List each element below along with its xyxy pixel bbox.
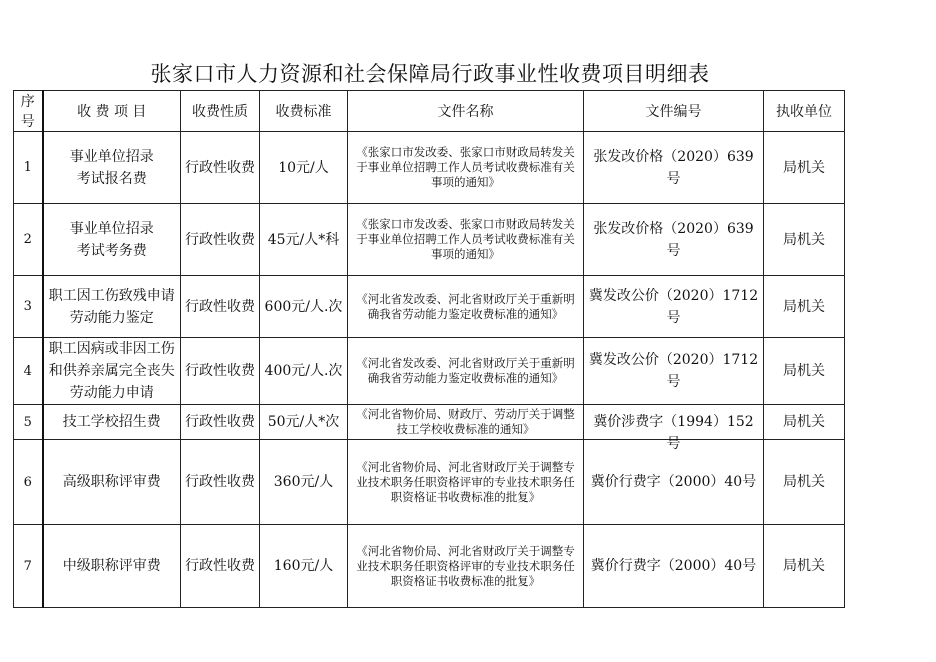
- row-item-text: 职工因病或非因工伤和供养亲属完全丧失劳动能力申请: [48, 341, 175, 401]
- row-item-text: 事业单位招录考试报名费: [69, 148, 154, 187]
- header-doc-no: 文件编号: [584, 91, 764, 132]
- row-item: 技工学校招生费: [43, 405, 181, 440]
- row-seq: 4: [14, 338, 43, 405]
- table-row: [14, 276, 845, 338]
- row-doc-name: 《河北省物价局、财政厅、劳动厅关于调整技工学校收费标准的通知》: [348, 405, 584, 440]
- header-row: [14, 91, 845, 132]
- table-row: [14, 525, 845, 608]
- table-row: [14, 440, 845, 525]
- row-doc-no: 张发改价格（2020）639号: [584, 204, 764, 276]
- row-item: 职工因工伤致残申请劳动能力鉴定: [43, 276, 181, 338]
- row-standard: 45元/人*科: [260, 204, 348, 276]
- table-row: [14, 338, 845, 405]
- row-item: [43, 338, 181, 405]
- fee-items-table: [13, 90, 845, 608]
- row-nature: [181, 405, 260, 440]
- row-doc-no: [584, 405, 764, 452]
- row-unit: 局机关: [764, 338, 845, 405]
- row-doc-no-text: 冀价涉费字（1994）152号: [593, 414, 754, 452]
- row-doc-no: 冀发改公价（2020）1712号: [584, 276, 764, 338]
- table-row: [14, 132, 845, 204]
- row-doc-no: 冀发改公价（2020）1712号: [584, 338, 764, 405]
- row-doc-no: 冀价行费字（2000）40号: [584, 525, 764, 608]
- row-nature: 行政性收费: [181, 132, 260, 204]
- header-unit: 执收单位: [764, 91, 845, 132]
- row-doc-name: 《张家口市发改委、张家口市财政局转发关于事业单位招聘工作人员考试收费标准有关事项的通知》: [348, 204, 584, 276]
- row-item: [43, 132, 181, 204]
- row-seq: 1: [14, 132, 43, 204]
- row-standard: 160元/人: [260, 525, 348, 608]
- row-unit: 局机关: [764, 405, 845, 440]
- row-nature: 行政性收费: [181, 440, 260, 525]
- row-doc-name: 《河北省物价局、河北省财政厅关于调整专业技术职务任职资格评审的专业技术职务任职资格证书收费标准的批复》: [348, 525, 584, 608]
- row-item: [43, 204, 181, 276]
- header-doc-name: 文件名称: [348, 91, 584, 132]
- row-unit: 局机关: [764, 440, 845, 525]
- row-standard: 400元/人.次: [260, 338, 348, 405]
- row-doc-name: 《河北省发改委、河北省财政厅关于重新明确我省劳动能力鉴定收费标准的通知》: [348, 338, 584, 405]
- row-unit: 局机关: [764, 276, 845, 338]
- row-standard: 50元/人*次: [260, 405, 348, 440]
- table-row: [14, 405, 845, 440]
- row-seq: 7: [14, 525, 43, 608]
- row-doc-name: 《河北省发改委、河北省财政厅关于重新明确我省劳动能力鉴定收费标准的通知》: [348, 276, 584, 338]
- row-nature: 行政性收费: [181, 338, 260, 405]
- row-nature: 行政性收费: [181, 276, 260, 338]
- row-standard: 10元/人: [260, 132, 348, 204]
- row-standard: 600元/人.次: [260, 276, 348, 338]
- row-doc-no: 张发改价格（2020）639号: [584, 132, 764, 204]
- row-unit: 局机关: [764, 132, 845, 204]
- row-doc-name: 《河北省物价局、河北省财政厅关于调整专业技术职务任职资格评审的专业技术职务任职资格证书收费标准的批复》: [348, 440, 584, 525]
- row-unit: 局机关: [764, 525, 845, 608]
- row-doc-no: 冀价行费字（2000）40号: [584, 440, 764, 525]
- row-item: 中级职称评审费: [43, 525, 181, 608]
- page-title: 张家口市人力资源和社会保障局行政事业性收费项目明细表: [150, 62, 710, 86]
- row-seq: 2: [14, 204, 43, 276]
- row-seq: 3: [14, 276, 43, 338]
- table-row: [14, 204, 845, 276]
- row-seq: 6: [14, 440, 43, 525]
- row-seq: 5: [14, 405, 43, 440]
- header-item: 收 费 项 目: [43, 91, 181, 132]
- row-nature: 行政性收费: [181, 525, 260, 608]
- header-seq: 序号: [14, 91, 43, 132]
- row-standard: 360元/人: [260, 440, 348, 525]
- row-item-text: 事业单位招录考试考务费: [69, 220, 154, 259]
- header-nature: 收费性质: [181, 91, 260, 132]
- row-unit: 局机关: [764, 204, 845, 276]
- row-doc-name: 《张家口市发改委、张家口市财政局转发关于事业单位招聘工作人员考试收费标准有关事项的通知》: [348, 132, 584, 204]
- header-standard: 收费标准: [260, 91, 348, 132]
- row-nature-text: 行政性收费: [185, 414, 255, 430]
- row-item: 高级职称评审费: [43, 440, 181, 525]
- row-nature: 行政性收费: [181, 204, 260, 276]
